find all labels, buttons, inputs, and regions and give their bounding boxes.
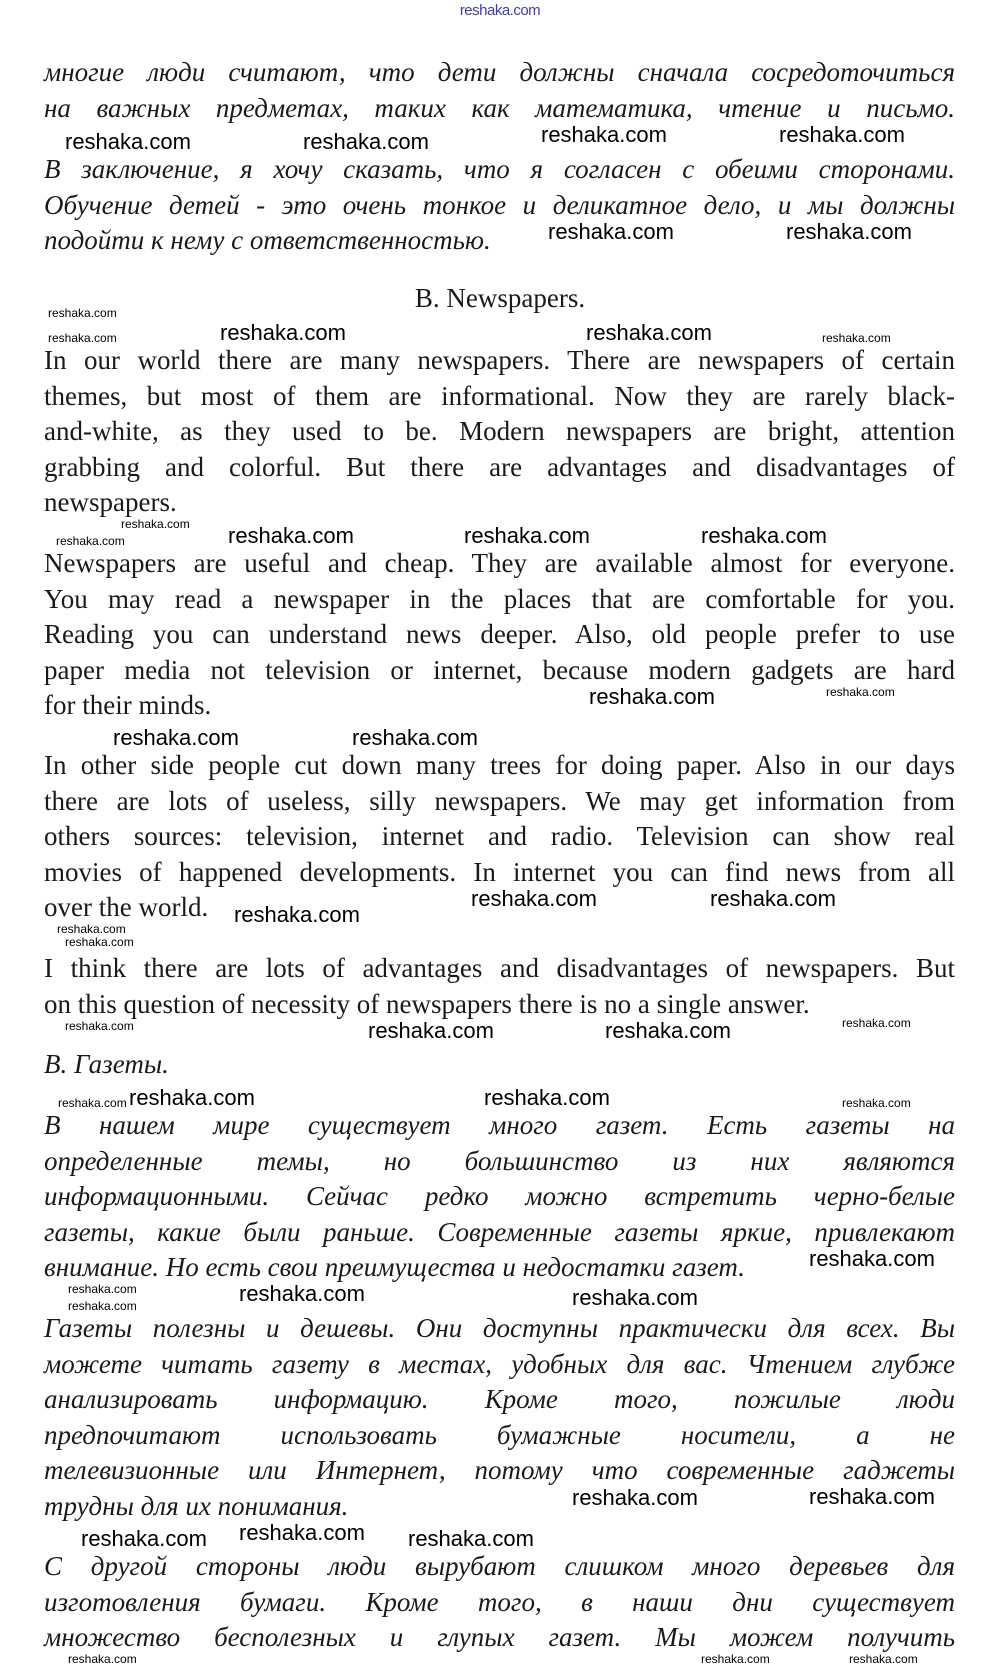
watermark: reshaka.com: [408, 1526, 534, 1551]
text-line: информационными. Сейчас редко можно встретить черно-белые: [44, 1181, 955, 1211]
watermark: reshaka.com: [586, 320, 712, 345]
text-line: множество бесполезных и глупых газет. Мы можем получить: [44, 1622, 955, 1652]
paragraph-en-4: [44, 951, 955, 1022]
text-line: themes, but most of them are informational. Now they are rarely black-: [44, 380, 955, 411]
title-line: В. Газеты.: [44, 1049, 169, 1079]
text-line: анализировать информацию. Кроме того, пожилые люди: [44, 1384, 955, 1414]
text-line: изготовления бумаги. Кроме того, в наши дни существует: [44, 1586, 955, 1617]
watermark: reshaka.com: [65, 129, 191, 154]
text-line: and-white, as they used to be. Modern newspapers are bright, attention: [44, 416, 955, 446]
text-line: newspapers.: [44, 487, 177, 517]
watermark: reshaka.com: [822, 331, 891, 345]
watermark: reshaka.com: [239, 1281, 365, 1306]
text-line: Газеты полезны и дешевы. Они доступны практически для всех. Вы: [44, 1313, 955, 1343]
site-header-link[interactable]: reshaka.com: [459, 2, 541, 19]
watermark: reshaka.com: [113, 725, 239, 750]
watermark: reshaka.com: [701, 523, 827, 548]
text-line: on this question of necessity of newspapers there is no a single answer.: [44, 988, 810, 1019]
watermark: reshaka.com: [239, 1520, 365, 1545]
watermark: reshaka.com: [57, 922, 126, 936]
section-title-newspapers: B. Newspapers.: [414, 283, 586, 313]
watermark: reshaka.com: [65, 935, 134, 949]
watermark: reshaka.com: [842, 1096, 911, 1110]
watermark: reshaka.com: [710, 886, 836, 911]
watermark: reshaka.com: [786, 219, 912, 244]
watermark: reshaka.com: [303, 129, 429, 154]
text-line: movies of happened developments. In internet you can find news from all: [44, 856, 955, 887]
text-line: трудны для их понимания.: [44, 1490, 349, 1521]
watermark: reshaka.com: [809, 1246, 935, 1271]
watermark: reshaka.com: [48, 331, 117, 345]
text-line: grabbing and colorful. But there are advantages and disadvantages of: [44, 451, 955, 482]
watermark: reshaka.com: [48, 306, 117, 320]
section-title-gazety: [44, 1047, 955, 1083]
text-line: In our world there are many newspapers. There are newspapers of certain: [44, 345, 955, 375]
text-line: In other side people cut down many trees for doing paper. Also in our days: [44, 750, 955, 780]
watermark: reshaka.com: [809, 1484, 935, 1509]
text-line: Обучение детей - это очень тонкое и деликатное дело, и мы должны: [44, 189, 955, 220]
watermark: reshaka.com: [234, 902, 360, 927]
text-line: В заключение, я хочу сказать, что я согласен с обеими сторонами.: [44, 154, 955, 184]
text-line: I think there are lots of advantages and disadvantages of newspapers. But: [44, 953, 955, 983]
text-line: телевизионные или Интернет, потому что современные гаджеты: [44, 1455, 955, 1485]
watermark: reshaka.com: [548, 219, 674, 244]
text-line: определенные темы, но большинство из них являются: [44, 1145, 955, 1176]
watermark: reshaka.com: [65, 1019, 134, 1033]
watermark: reshaka.com: [541, 122, 667, 147]
watermark: reshaka.com: [68, 1652, 137, 1666]
watermark: reshaka.com: [121, 517, 190, 531]
text-line: others sources: television, internet and radio. Television can show real: [44, 821, 955, 851]
watermark: reshaka.com: [572, 1485, 698, 1510]
text-line: предпочитают использовать бумажные носители, а не: [44, 1419, 955, 1450]
paragraph-en-1: [44, 343, 955, 521]
text-line: В нашем мире существует много газет. Есть газеты на: [44, 1110, 955, 1140]
watermark: reshaka.com: [572, 1285, 698, 1310]
watermark: reshaka.com: [228, 523, 354, 548]
watermark: reshaka.com: [220, 320, 346, 345]
watermark: reshaka.com: [68, 1299, 137, 1313]
watermark: reshaka.com: [81, 1526, 207, 1551]
text-line: over the world.: [44, 892, 209, 922]
text-line: Newspapers are useful and cheap. They are available almost for everyone.: [44, 548, 955, 578]
text-line: многие люди считают, что дети должны сначала сосредоточиться: [44, 57, 955, 87]
text-line: внимание. Но есть свои преимущества и недостатки газет.: [44, 1252, 745, 1282]
watermark: reshaka.com: [826, 685, 895, 699]
text-line: на важных предметах, таких как математика, чтение и письмо.: [44, 92, 955, 123]
watermark: reshaka.com: [352, 725, 478, 750]
watermark: reshaka.com: [368, 1018, 494, 1043]
watermark: reshaka.com: [701, 1652, 770, 1666]
watermark: reshaka.com: [471, 886, 597, 911]
watermark: reshaka.com: [56, 534, 125, 548]
watermark: reshaka.com: [68, 1282, 137, 1296]
watermark: reshaka.com: [484, 1085, 610, 1110]
text-line: for their minds.: [44, 690, 212, 720]
watermark: reshaka.com: [779, 122, 905, 147]
watermark: reshaka.com: [58, 1096, 127, 1110]
text-line: paper media not television or internet, because modern gadgets are hard: [44, 654, 955, 685]
watermark: reshaka.com: [129, 1085, 255, 1110]
watermark: reshaka.com: [842, 1016, 911, 1030]
text-line: You may read a newspaper in the places that are comfortable for you.: [44, 583, 955, 614]
text-line: Reading you can understand news deeper. Also, old people prefer to use: [44, 619, 955, 649]
paragraph-en-2: [44, 546, 955, 724]
paragraph-ru-intro-end: [44, 55, 955, 126]
text-line: подойти к нему с ответственностью.: [44, 225, 491, 255]
watermark: reshaka.com: [464, 523, 590, 548]
watermark: reshaka.com: [849, 1652, 918, 1666]
text-line: можете читать газету в местах, удобных для вас. Чтением глубже: [44, 1348, 955, 1379]
watermark: reshaka.com: [605, 1018, 731, 1043]
watermark: reshaka.com: [589, 684, 715, 709]
text-line: газеты, какие были раньше. Современные газеты яркие, привлекают: [44, 1216, 955, 1247]
text-line: С другой стороны люди вырубают слишком много деревьев для: [44, 1551, 955, 1581]
paragraph-ru-3: [44, 1549, 955, 1656]
text-line: there are lots of useless, silly newspapers. We may get information from: [44, 785, 955, 816]
